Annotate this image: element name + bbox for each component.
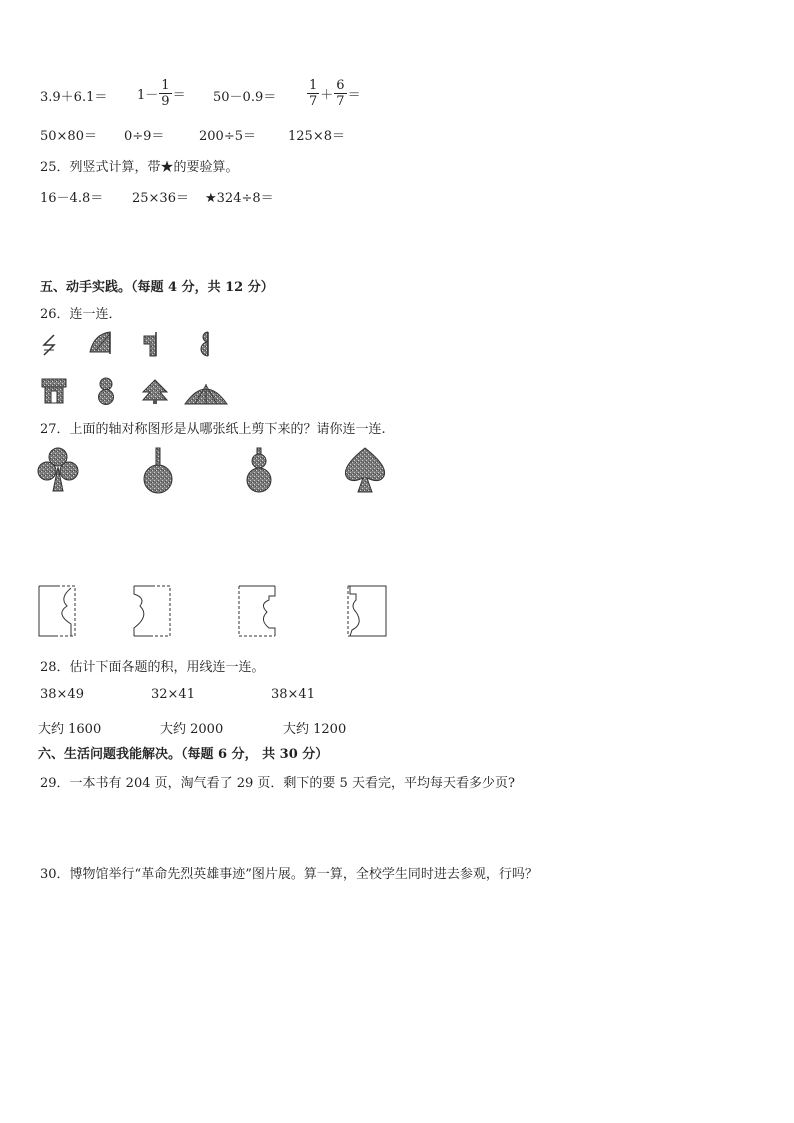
estimate-item: 大约 2000 bbox=[160, 722, 224, 737]
paper-cutout-1 bbox=[37, 584, 77, 638]
calc-item-fraction-2: $\frac{1}{7}$ ＋ $\frac{6}{7}$ ＝ bbox=[309, 78, 361, 109]
product-item: 38×49 bbox=[40, 687, 84, 702]
paper-cutout-4 bbox=[346, 584, 388, 638]
calc-item: 125×8＝ bbox=[288, 129, 345, 144]
tree-icon bbox=[141, 378, 169, 406]
question-27-title: 27．上面的轴对称图形是从哪张纸上剪下来的？请你连一连. bbox=[40, 422, 386, 437]
question-26-title: 26．连一连． bbox=[40, 307, 122, 322]
calc-item: 0÷9＝ bbox=[124, 129, 165, 144]
spade-icon bbox=[340, 446, 390, 494]
gourd-double-icon bbox=[244, 446, 274, 494]
calc-item: 25×36＝ bbox=[132, 191, 189, 206]
calc-item: 200÷5＝ bbox=[199, 129, 256, 144]
fraction: $\frac{1}{9}$ bbox=[161, 78, 170, 109]
half-house-icon bbox=[140, 330, 162, 358]
product-item: 32×41 bbox=[151, 687, 195, 702]
gourd-single-icon bbox=[140, 446, 176, 494]
calc-item: 3.9＋6.1＝ bbox=[40, 90, 108, 105]
section-5-title: 五、动手实践。（每题 4 分，共 12 分） bbox=[40, 280, 274, 295]
question-28-title: 28．估计下面各题的积，用线连一连。 bbox=[40, 660, 265, 675]
calc-item: 16－4.8＝ bbox=[40, 191, 104, 206]
calc-item: 50－0.9＝ bbox=[213, 90, 277, 105]
question-30-title: 30．博物馆举行“革命先烈英雄事迹”图片展。算一算，全校学生同时进去参观，行吗？ bbox=[40, 867, 538, 882]
estimate-item: 大约 1600 bbox=[38, 722, 102, 737]
umbrella-icon bbox=[183, 380, 229, 406]
calc-item-fraction-1: 1－ $\frac{1}{9}$ ＝ bbox=[137, 78, 186, 109]
calc-item: 50×80＝ bbox=[40, 129, 97, 144]
question-25-title: 25．列竖式计算，带★的要验算。 bbox=[40, 160, 239, 175]
paper-cutout-3 bbox=[237, 584, 277, 638]
estimate-item: 大约 1200 bbox=[283, 722, 347, 737]
calc-item: ★324÷8＝ bbox=[205, 191, 274, 206]
house-icon bbox=[40, 377, 68, 405]
section-6-title: 六、生活问题我能解决。（每题 6 分， 共 30 分） bbox=[38, 747, 329, 762]
club-icon bbox=[37, 447, 79, 493]
product-item: 38×41 bbox=[271, 687, 315, 702]
oral-calc-row1 bbox=[40, 86, 107, 105]
question-29-title: 29．一本书有 204 页，淘气看了 29 页．剩下的要 5 天看完，平均每天看多少页? bbox=[40, 776, 515, 791]
half-snowman-icon bbox=[194, 330, 212, 358]
snowman-icon bbox=[96, 376, 116, 406]
fraction: $\frac{1}{7}$ bbox=[309, 78, 318, 109]
half-symbol-icon bbox=[40, 333, 60, 357]
paper-cutout-2 bbox=[132, 584, 172, 638]
fraction: $\frac{6}{7}$ bbox=[336, 78, 345, 109]
half-umbrella-icon bbox=[86, 330, 114, 356]
